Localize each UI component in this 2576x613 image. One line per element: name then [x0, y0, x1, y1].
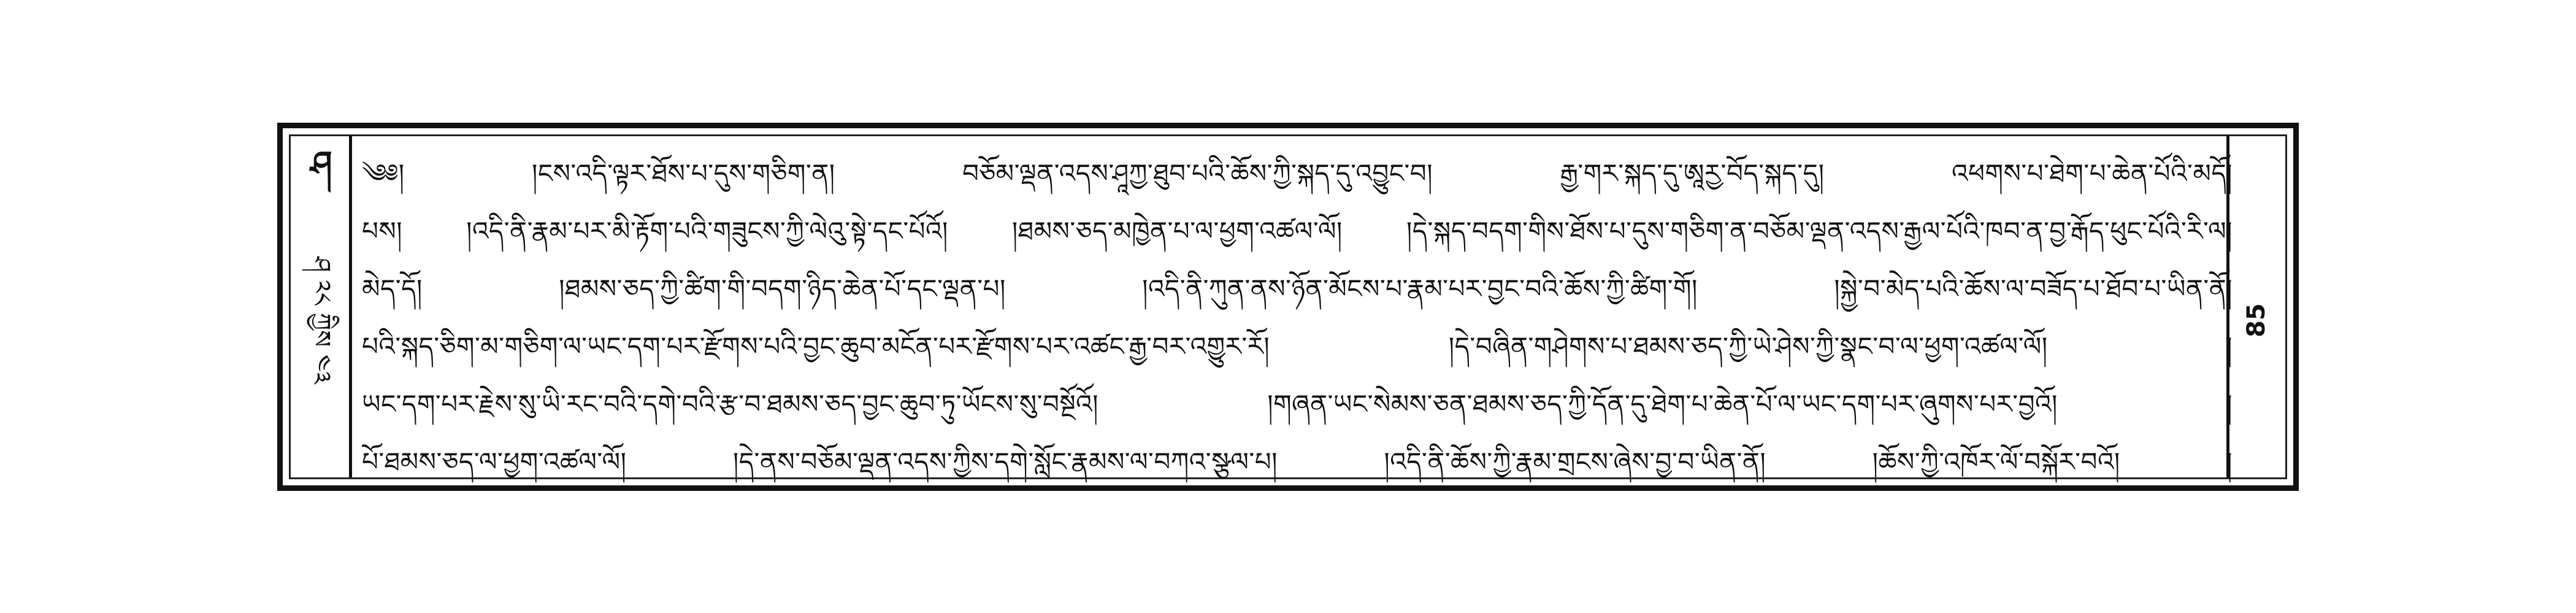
left-margin [291, 136, 352, 477]
text-line-1: ༄༅། །ངས་འདི་ལྟར་ཐོས་པ་དུས་གཅིག་ན། བཅོམ་ལྡན་འདས་ཤཱཀྱ་ཐུབ་པའི་ཆོས་ཀྱི་སྐད་དུ་འབྱུང་བ། རྒྱ་གར་སྐད་དུ་ཨཱརྱ་བོད་སྐད་དུ། འཕགས་པ་ཐེག་པ་ཆེན་པོའི་མདོ། [362, 158, 2233, 188]
text-line-3: མེད་དོ། །ཐམས་ཅད་ཀྱི་ཚིག་གི་བདག་ཉིད་ཆེན་པོ་དང་ལྡན་པ། །འདི་ནི་ཀུན་ནས་ཉོན་མོངས་པ་རྣམ་པར་བྱང་བའི་ཆོས་ཀྱི་ཚིག་གོ། །སྐྱེ་བ་མེད་པའི་ཆོས་ལ་བཟོད་པ་ཐོབ་པ་ཡིན་ནོ། [362, 274, 2233, 304]
text-line-5: ཡང་དག་པར་རྗེས་སུ་ཡི་རང་བའི་དགེ་བའི་རྩ་བ་ཐམས་ཅད་བྱང་ཆུབ་ཏུ་ཡོངས་སུ་བསྔོའོ། །གཞན་ཡང་སེམས་ཅན་ཐམས་ཅད་ཀྱི་དོན་དུ་ཐེག་པ་ཆེན་པོ་ལ་ཡང་དག་པར་ཞུགས་པར་བྱའོ། ། [362, 389, 2233, 419]
text-line-2: པས། །འདི་ནི་རྣམ་པར་མི་རྟོག་པའི་གཟུངས་ཀྱི་ལེའུ་སྟེ་དང་པོའོ། །ཐམས་ཅད་མཁྱེན་པ་ལ་ཕྱག་འཚལ་ལོ། །དེ་སྐད་བདག་གིས་ཐོས་པ་དུས་གཅིག་ན་བཅོམ་ལྡན་འདས་རྒྱལ་པོའི་ཁབ་ན་བྱ་རྒོད་ཕུང་པོའི་རི་ལ། [362, 216, 2233, 246]
folio-inner-frame [289, 134, 2287, 479]
right-margin [2226, 136, 2285, 477]
page-number [2229, 283, 2283, 357]
text-block [362, 145, 2233, 492]
text-line-4: པའི་སྐད་ཅིག་མ་གཅིག་ལ་ཡང་དག་པར་རྫོགས་པའི་བྱང་ཆུབ་མངོན་པར་རྫོགས་པར་འཚང་རྒྱ་བར་འགྱུར་རོ། །དེ་བཞིན་གཤེགས་པ་ཐམས་ཅད་ཀྱི་ཡེ་ཤེས་ཀྱི་སྣང་བ་ལ་ཕྱག་འཚལ་ལོ། ། [362, 331, 2233, 361]
margin-title-text: ཤ ༢༨ ཀྱིས ༤༣ [307, 256, 336, 384]
page-number-text: 85 [2242, 303, 2271, 337]
folio-page [277, 123, 2299, 491]
margin-title-label [296, 179, 347, 461]
text-line-6: པོ་ཐམས་ཅད་ལ་ཕྱག་འཚལ་ལོ། །དེ་ནས་བཅོམ་ལྡན་འདས་ཀྱིས་དགེ་སློང་རྣམས་ལ་བཀའ་སྩལ་པ། །འདི་ནི་ཆོས་ཀྱི་རྣམ་གྲངས་ཞེས་བྱ་བ་ཡིན་ནོ། །ཆོས་ཀྱི་འཁོར་ལོ་བསྐོར་བའོ། ། [362, 447, 2233, 477]
margin-volume-letter: ཤ [310, 144, 332, 184]
